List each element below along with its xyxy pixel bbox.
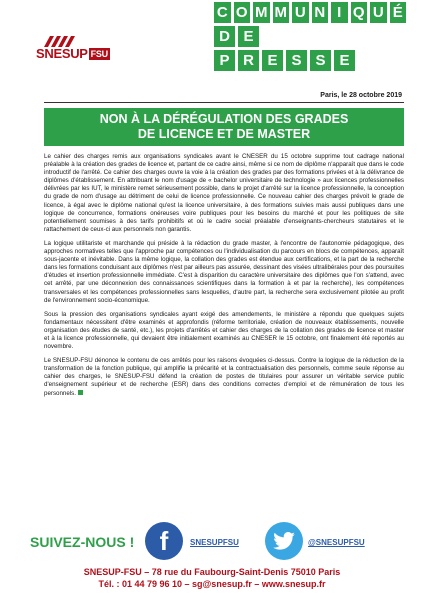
banner-letter: U [370, 2, 387, 23]
footer-email-link[interactable]: sg@snesup.fr [192, 579, 252, 589]
banner-row-presse [214, 50, 406, 71]
header-divider [44, 102, 404, 103]
body-paragraph: Sous la pression des organisations syndicales ayant exigé des amendements, le ministère a répondu que quelques sujets fondamentaux nécessitent d'être examinés et approfondis (réforme territoriale, création de nouveaux établissements, nouvelle organisation des études de santé, etc.), les projets d'arrêtés et cahier des charges de la collation des grades de licence et master et à la licence professionnelle, qui devaient être initialement examinés au CNESER le 15 octobre, ont finalement été reportés au novembre. [44, 310, 404, 351]
logo-text: SNESUP FSU [36, 46, 108, 61]
communique-de-presse-banner [214, 2, 406, 74]
banner-letter: U [292, 2, 309, 23]
banner-row-de [214, 26, 406, 47]
footer-contact: Tél. : 01 44 79 96 10 – sg@snesup.fr – www.snesup.fr [98, 579, 326, 589]
banner-letter: D [214, 26, 235, 47]
body-paragraph-text: Le SNESUP-FSU dénonce le contenu de ces arrêtés pour les raisons évoquées ci-dessus. Contre la logique de la réduction de la transformation de la fonction publique, qui amplifie la précarité et la contractualisation des personnels, comme seule réponse au cahier des charges, le SNESUP-FSU défend la création de postes de titulaires pour assurer un véritable service public d'enseignement supérieur et de recherche (ESR) dans des conditions correctes d'emploi et de rémunération de tous les personnels. [44, 357, 404, 397]
banner-letter: R [238, 50, 259, 71]
banner-letter: M [274, 4, 287, 21]
banner-letter: N [312, 2, 329, 23]
snesup-logo [36, 34, 132, 74]
banner-letter: E [262, 50, 283, 71]
banner-letter: E [238, 26, 259, 47]
press-release-title [44, 108, 404, 146]
follow-us-label: SUIVEZ-NOUS ! [30, 534, 135, 550]
logo-fsu-badge: FSU [90, 49, 108, 59]
banner-letter: É [390, 2, 407, 23]
twitter-bird-icon [273, 532, 295, 550]
banner-letter: S [310, 50, 331, 71]
title-line-1: NON À LA DÉRÉGULATION DES GRADES [99, 112, 349, 126]
follow-us-section [0, 522, 424, 562]
end-square-icon [78, 390, 83, 395]
banner-letter: Q [351, 2, 368, 23]
banner-letter: O [234, 2, 251, 23]
facebook-icon[interactable]: f [145, 522, 183, 560]
title-line-2: DE LICENCE ET DE MASTER [137, 127, 311, 141]
banner-letter: S [286, 50, 307, 71]
footer-address: SNESUP-FSU – 78 rue du Faubourg-Saint-Denis 75010 Paris [83, 567, 341, 577]
footer-phone: Tél. : 01 44 79 96 10 [98, 579, 183, 589]
body-paragraph: Le cahier des charges remis aux organisations syndicales avant le CNESER du 15 octobre supprime tout cadrage national préalable à la création des grades de licence et, partant de ce cadre ainsi, même si ce nom de diplôme n'apparaît que dans le code introductif de l'arrêté. Ce cahier des charges ouvre la voie à la création des grades par des formations privées et à la délivrance de diplômes d'établissement. En attribuant le nom d'usage de « bachelor universitaire de technologie » aux licences professionnelles délivrées par les IUT, le ministère remet sérieusement possible, dans le projet d'arrêté sur la licence professionnelle, la conception du grade de nom d'usage au détriment de celui de licence professionnelle. Ce nouveau cahier des charges prévoit le grade de licence, à égal avec le diplôme national qu'est la licence universitaire, à des formations suivies mais aussi publiques dans une logique de concurrence, formations onéreuses voire publiques pour les besoins du marché et pour les politiques de site potentiellement soumises à des tarifs prohibitifs et où le cadre social préalable d'enseignants-chercheurs statutaires et le rattachement de ceux-ci aux personnels non garantis. [44, 153, 404, 233]
banner-letter: E [334, 50, 355, 71]
banner-letter: I [331, 2, 348, 23]
body-paragraph-last [44, 357, 404, 397]
footer [0, 566, 424, 590]
banner-row-communique [214, 2, 406, 23]
facebook-link[interactable]: SNESUPFSU [190, 538, 239, 547]
banner-letter: P [214, 50, 235, 71]
body-paragraph: La logique utilitariste et marchande qui préside à la rédaction du grade master, à l'encontre de l'autonomie pédagogique, des approches normatives telles que l'approche par compétences ou l'individualisation du parcours en blocs de compétences, apparaît sous-jacente et inévitable. Dans la même logique, la collation des grades est étendue aux certifications, et la part de la recherche dans les formations conduisant aux diplômes n'est par ailleurs pas assurée, dessinant des visées ultralibérales pour des poursuites d'études et insertion professionnelle immédiate. C'est à disparition du caractère universitaire des diplômes que l'on s'attend, avec cet arrêté, par une déconnexion des connaissances scientifiques dans la formation à et par la recherche), les compétences transversales et les compétences professionnelles sans lesquelles, d'autre part, la recherche sera exclusivement pilotée au profit de l'environnement socio-économique. [44, 239, 404, 304]
banner-letter: M [255, 4, 268, 21]
press-release-date: Paris, le 28 octobre 2019 [320, 92, 402, 99]
press-release-body [44, 153, 404, 404]
banner-letter: C [214, 2, 231, 23]
twitter-link[interactable]: @SNESUPFSU [308, 538, 365, 547]
footer-website-link[interactable]: www.snesup.fr [261, 579, 326, 589]
twitter-icon[interactable] [265, 522, 303, 560]
